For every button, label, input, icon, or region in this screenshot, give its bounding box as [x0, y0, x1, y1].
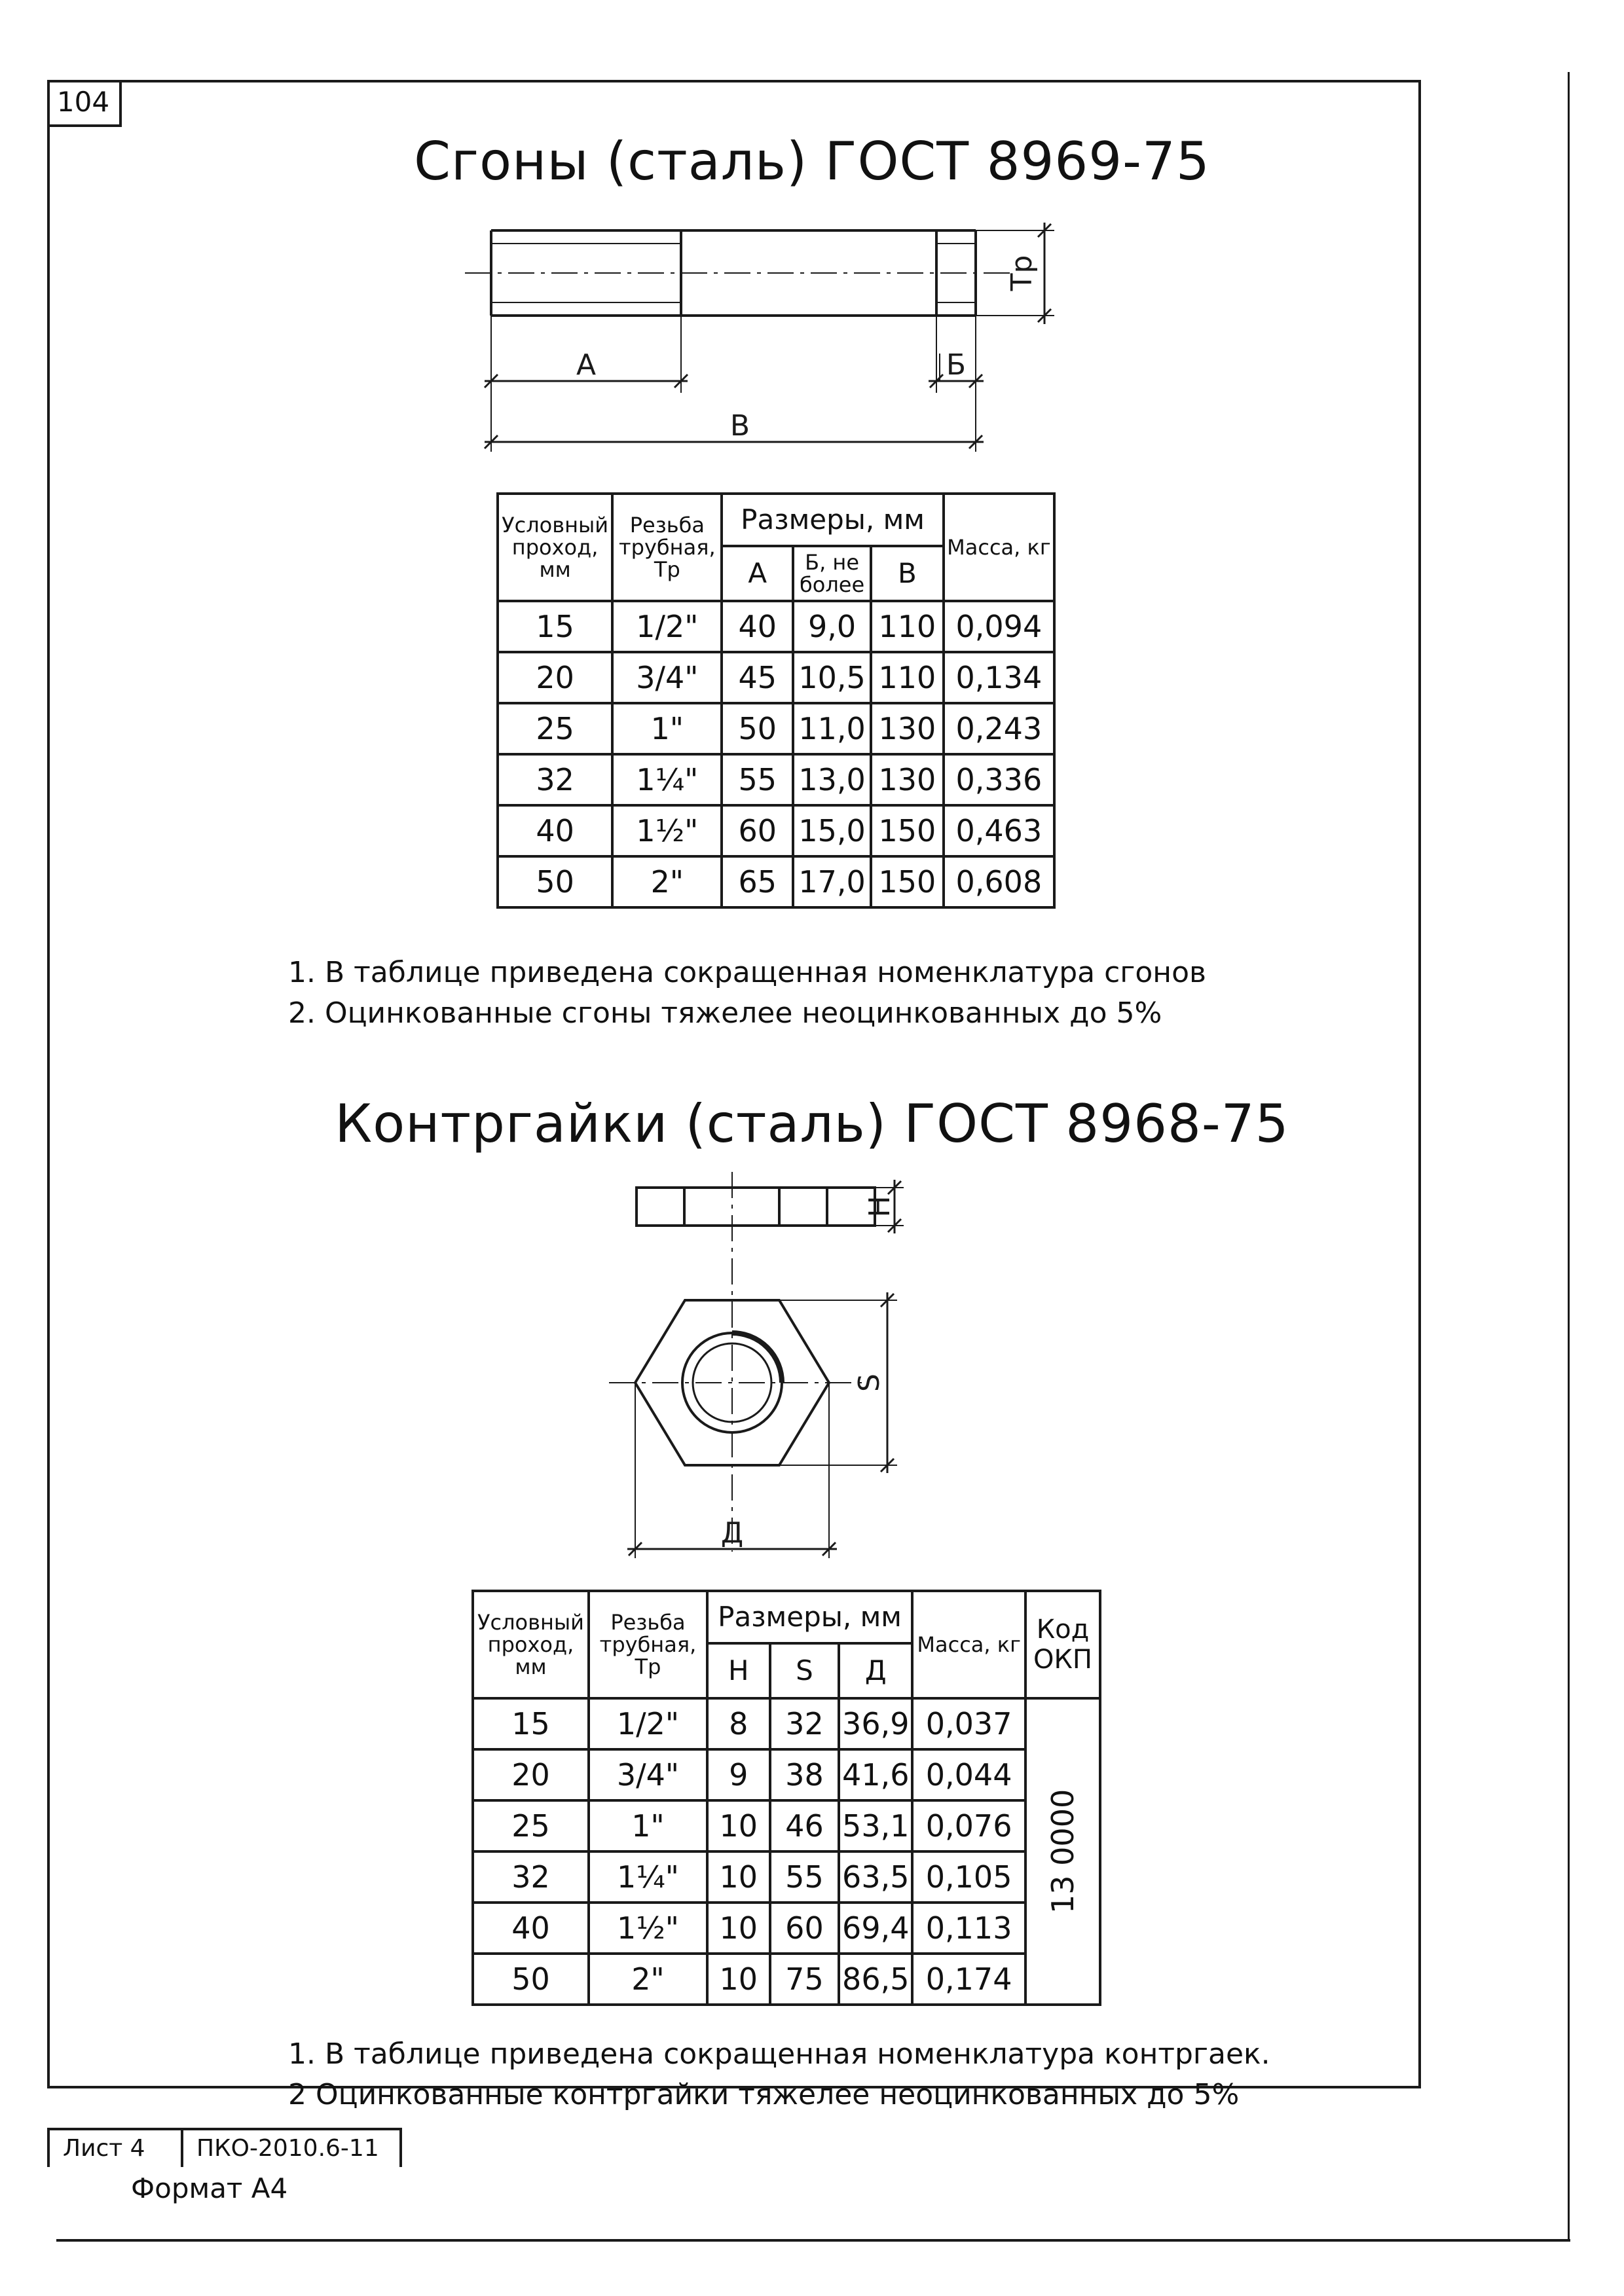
trim-line-bottom — [56, 2239, 1570, 2242]
cell: 10 — [707, 1800, 770, 1851]
cell: 0,094 — [944, 601, 1054, 652]
cell: 38 — [770, 1749, 840, 1800]
table-row — [498, 754, 1054, 805]
stamp-code: ПКО-2010.6-11 — [183, 2128, 402, 2167]
cell: 0,608 — [944, 856, 1054, 907]
cell: 41,6 — [839, 1749, 912, 1800]
cell: 46 — [770, 1800, 840, 1851]
sgony-th-v: В — [871, 546, 944, 601]
kontrgaiki-th-h: Н — [707, 1643, 770, 1698]
cell: 110 — [871, 652, 944, 703]
kontrgaiki-label-d: Д — [720, 1516, 744, 1550]
kontrgaiki-note-1: 1. В таблице приведена сокращенная номенклатура контргаек. — [288, 2037, 1270, 2071]
cell: 130 — [871, 754, 944, 805]
cell: 130 — [871, 703, 944, 754]
kontrgaiki-th-okp: Код ОКП — [1025, 1591, 1100, 1698]
cell: 32 — [770, 1698, 840, 1749]
sgony-th-b: Б, не более — [793, 546, 871, 601]
cell: 1¼" — [612, 754, 722, 805]
cell: 0,076 — [912, 1800, 1025, 1851]
cell: 40 — [722, 601, 793, 652]
trim-line-right — [1568, 72, 1570, 2242]
cell: 25 — [498, 703, 612, 754]
cell: 0,037 — [912, 1698, 1025, 1749]
sgony-label-v: В — [729, 409, 750, 443]
cell: 55 — [722, 754, 793, 805]
sgony-th-razmery: Размеры, мм — [722, 494, 943, 546]
cell: 17,0 — [793, 856, 871, 907]
cell: 0,463 — [944, 805, 1054, 856]
cell: 3/4" — [589, 1749, 707, 1800]
cell: 20 — [498, 652, 612, 703]
table-row — [498, 805, 1054, 856]
cell: 15 — [498, 601, 612, 652]
kontrgaiki-th-s: S — [770, 1643, 840, 1698]
sgony-th-prokhod: Условный проход, мм — [498, 494, 612, 601]
cell: 20 — [473, 1749, 589, 1800]
cell: 25 — [473, 1800, 589, 1851]
cell: 86,5 — [839, 1954, 912, 2005]
cell: 110 — [871, 601, 944, 652]
sgony-th-a: А — [722, 546, 793, 601]
cell: 40 — [498, 805, 612, 856]
sgony-drawing — [452, 216, 1074, 465]
cell: 1" — [612, 703, 722, 754]
kontrgaiki-th-prokhod: Условный проход, мм — [473, 1591, 589, 1698]
cell: 1½" — [589, 1903, 707, 1954]
table-row — [473, 1903, 1100, 1954]
cell: 150 — [871, 805, 944, 856]
kontrgaiki-th-razmery: Размеры, мм — [707, 1591, 912, 1643]
cell: 2" — [612, 856, 722, 907]
table-row — [473, 1954, 1100, 2005]
kontrgaiki-th-rezba: Резьба трубная, Тр — [589, 1591, 707, 1698]
cell: 60 — [770, 1903, 840, 1954]
kontrgaiki-table — [471, 1590, 1101, 2006]
sgony-title: Сгоны (сталь) ГОСТ 8969-75 — [414, 131, 1210, 192]
cell: 36,9 — [839, 1698, 912, 1749]
sgony-label-tr: Тр — [1005, 255, 1039, 291]
format-label: Формат А4 — [131, 2172, 288, 2204]
cell: 0,243 — [944, 703, 1054, 754]
kontrgaiki-title: Контргайки (сталь) ГОСТ 8968-75 — [335, 1093, 1289, 1154]
table-row — [473, 1698, 1100, 1749]
cell: 0,134 — [944, 652, 1054, 703]
cell: 9,0 — [793, 601, 871, 652]
cell: 13,0 — [793, 754, 871, 805]
kontrgaiki-okp-value: 13 0000 — [1025, 1698, 1100, 2005]
cell: 8 — [707, 1698, 770, 1749]
cell: 55 — [770, 1851, 840, 1903]
sgony-th-rezba: Резьба трубная, Тр — [612, 494, 722, 601]
kontrgaiki-th-massa: Масса, кг — [912, 1591, 1025, 1698]
cell: 53,1 — [839, 1800, 912, 1851]
sgony-table — [496, 492, 1056, 909]
cell: 0,336 — [944, 754, 1054, 805]
table-row — [473, 1851, 1100, 1903]
cell: 0,044 — [912, 1749, 1025, 1800]
cell: 69,4 — [839, 1903, 912, 1954]
stamp-sheet: Лист 4 — [47, 2128, 183, 2167]
cell: 10 — [707, 1851, 770, 1903]
cell: 3/4" — [612, 652, 722, 703]
sgony-label-a: А — [576, 348, 597, 382]
cell: 1/2" — [589, 1698, 707, 1749]
cell: 50 — [722, 703, 793, 754]
cell: 0,113 — [912, 1903, 1025, 1954]
cell: 45 — [722, 652, 793, 703]
kontrgaiki-th-d: Д — [839, 1643, 912, 1698]
cell: 15 — [473, 1698, 589, 1749]
cell: 1½" — [612, 805, 722, 856]
cell: 10 — [707, 1903, 770, 1954]
cell: 40 — [473, 1903, 589, 1954]
cell: 15,0 — [793, 805, 871, 856]
cell: 11,0 — [793, 703, 871, 754]
cell: 1/2" — [612, 601, 722, 652]
cell: 10,5 — [793, 652, 871, 703]
cell: 0,105 — [912, 1851, 1025, 1903]
cell: 65 — [722, 856, 793, 907]
cell: 32 — [498, 754, 612, 805]
cell: 63,5 — [839, 1851, 912, 1903]
sgony-note-2: 2. Оцинкованные сгоны тяжелее неоцинкованных до 5% — [288, 996, 1162, 1030]
sgony-th-massa: Масса, кг — [944, 494, 1054, 601]
table-row — [473, 1749, 1100, 1800]
table-row — [473, 1800, 1100, 1851]
cell: 60 — [722, 805, 793, 856]
kontrgaiki-note-2: 2 Оцинкованные контргайки тяжелее неоцинкованных до 5% — [288, 2078, 1240, 2111]
kontrgaiki-drawing — [589, 1172, 930, 1578]
sgony-note-1: 1. В таблице приведена сокращенная номенклатура сгонов — [288, 956, 1206, 989]
cell: 1¼" — [589, 1851, 707, 1903]
page-number: 104 — [47, 80, 122, 127]
table-row — [498, 703, 1054, 754]
cell: 10 — [707, 1954, 770, 2005]
table-row — [498, 856, 1054, 907]
cell: 9 — [707, 1749, 770, 1800]
kontrgaiki-label-s: S — [853, 1374, 886, 1392]
cell: 150 — [871, 856, 944, 907]
table-row — [498, 652, 1054, 703]
cell: 50 — [473, 1954, 589, 2005]
cell: 1" — [589, 1800, 707, 1851]
cell: 32 — [473, 1851, 589, 1903]
cell: 50 — [498, 856, 612, 907]
table-row — [498, 601, 1054, 652]
cell: 2" — [589, 1954, 707, 2005]
kontrgaiki-label-h: Н — [863, 1195, 896, 1218]
title-block-stamp — [47, 2128, 402, 2167]
cell: 75 — [770, 1954, 840, 2005]
cell: 0,174 — [912, 1954, 1025, 2005]
sgony-label-b: Б — [946, 348, 967, 382]
